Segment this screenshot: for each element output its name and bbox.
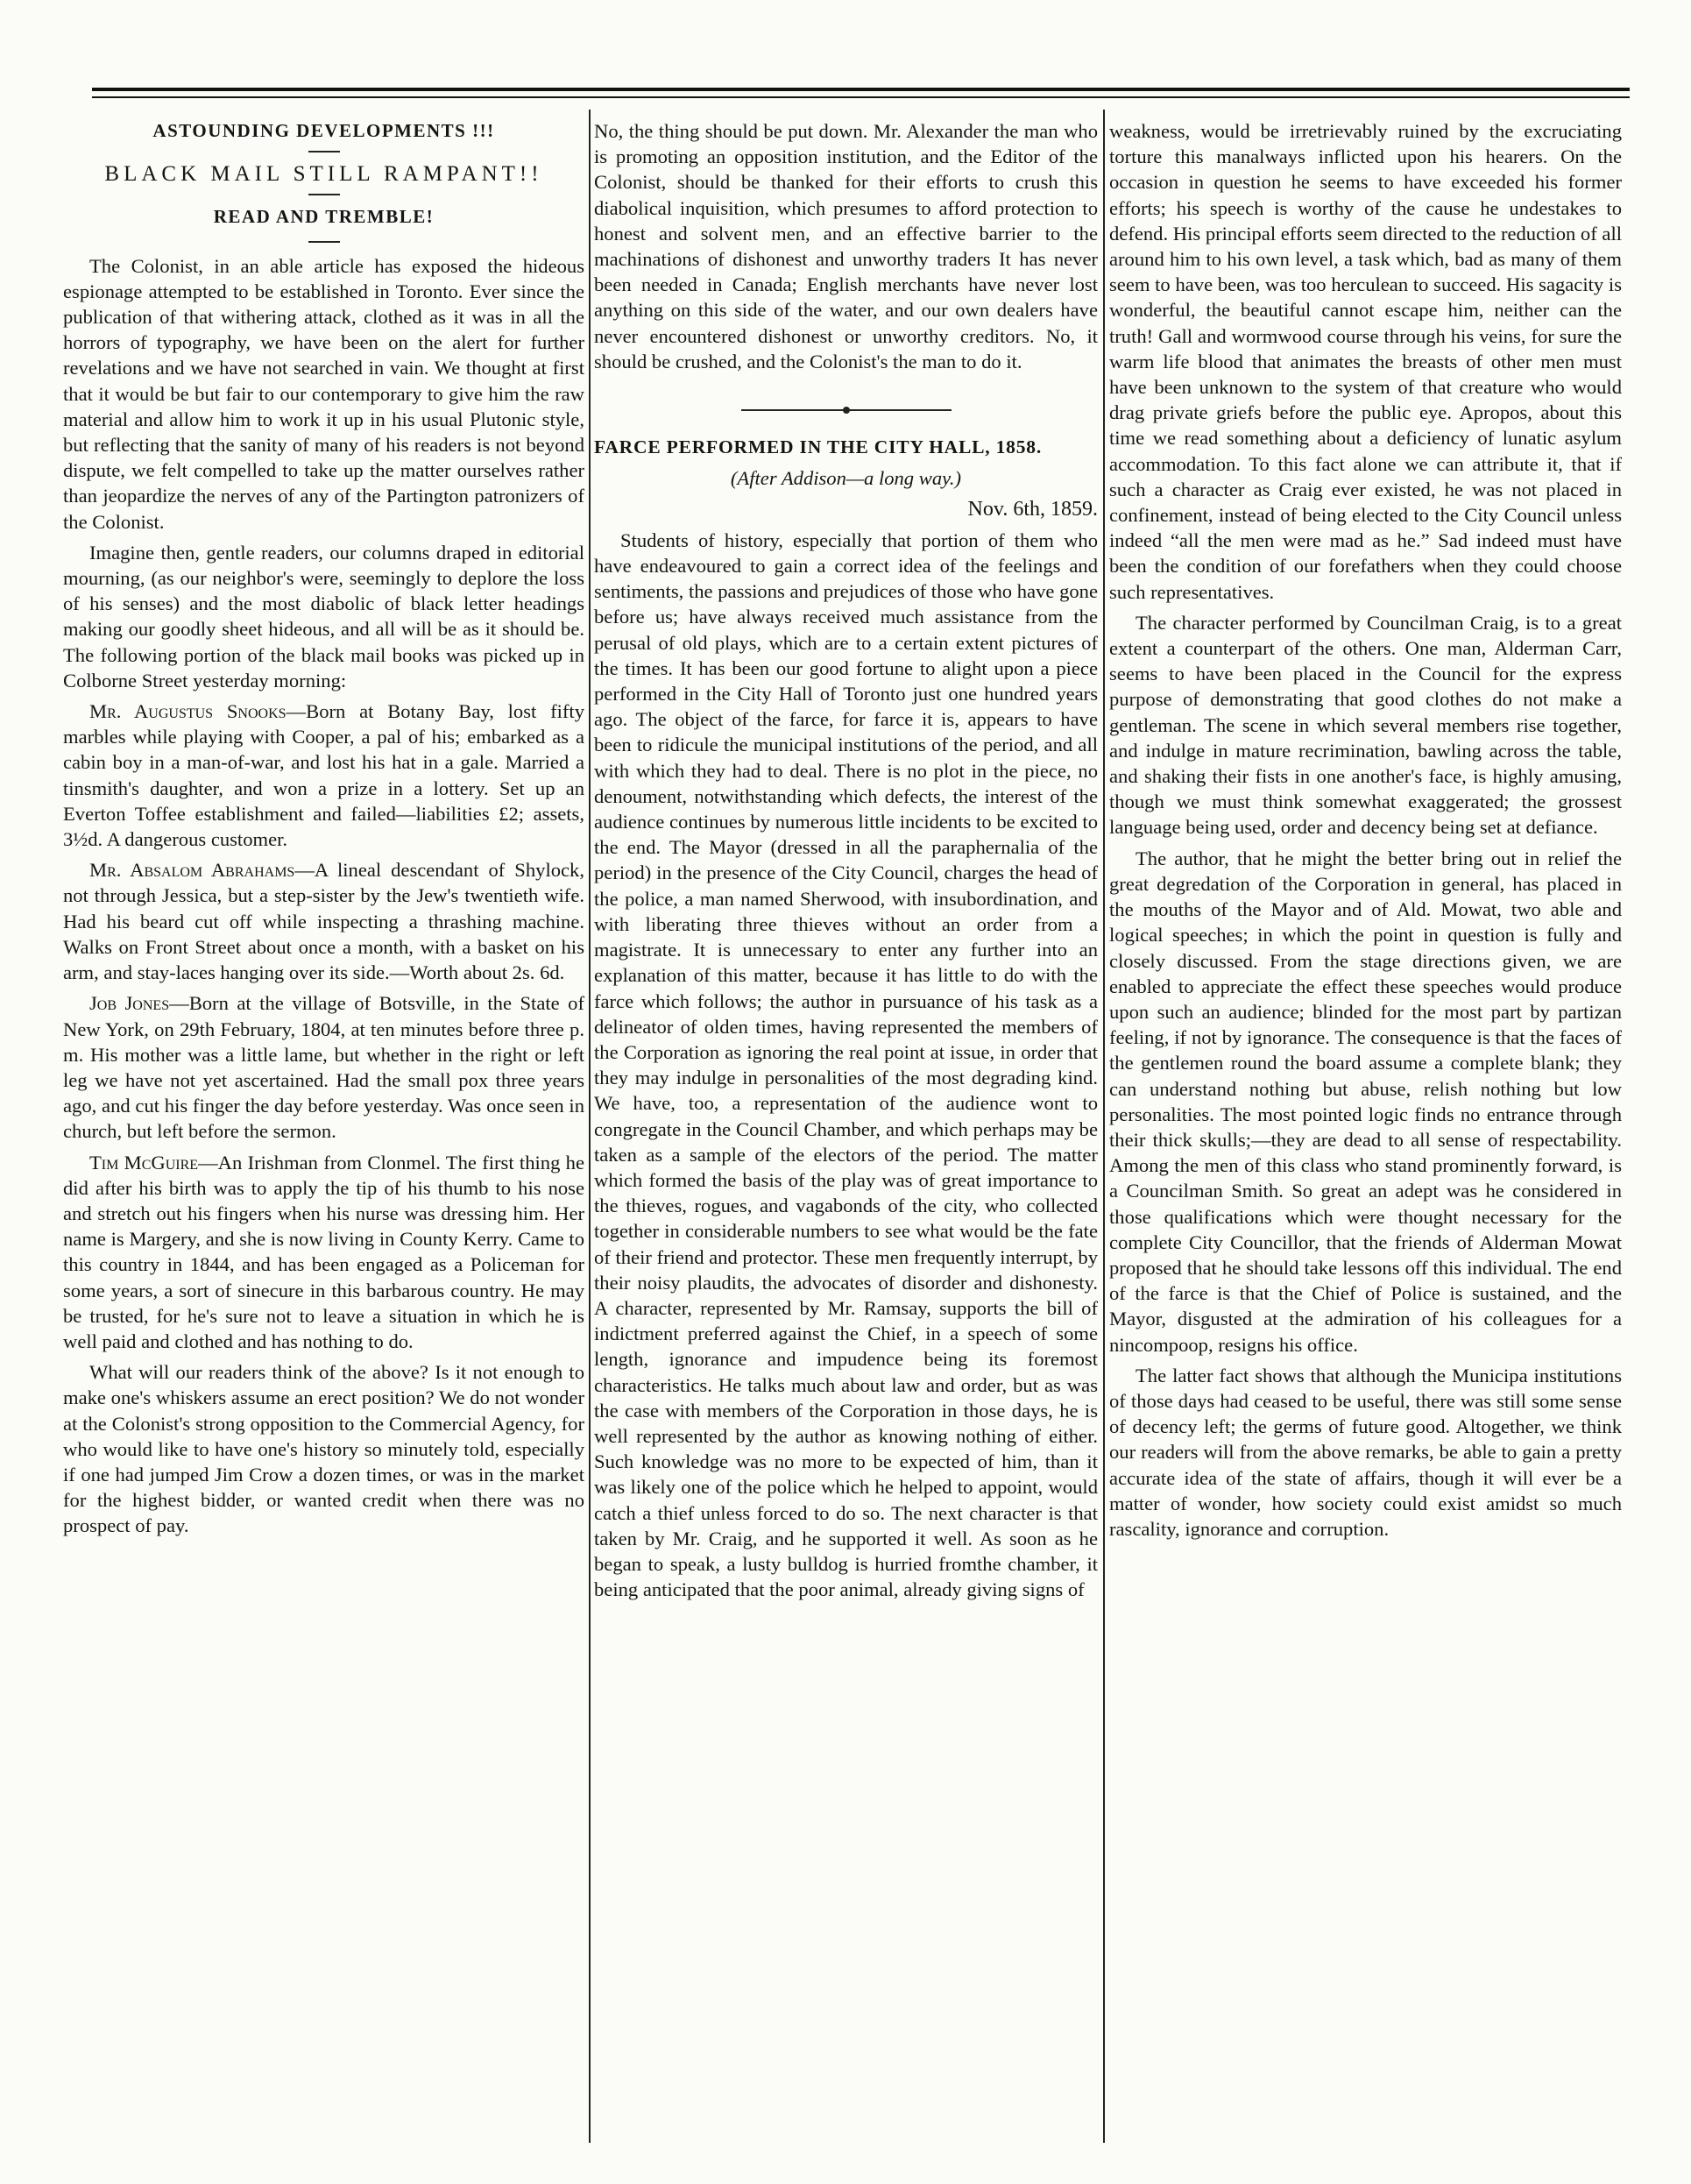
- top-rule-thick: [92, 88, 1630, 91]
- entry-name: Mr. Absalom Abrahams: [89, 859, 295, 882]
- entry-name: Job Jones: [89, 992, 170, 1015]
- headline-rule: [308, 194, 340, 195]
- entry-augustus-snooks: [63, 698, 584, 852]
- farce-title: FARCE PERFORMED IN THE CITY HALL, 1858.: [594, 436, 1043, 458]
- column-divider-1: [589, 110, 591, 2143]
- column-2: [594, 118, 1098, 1607]
- column-3: [1109, 118, 1622, 1547]
- headline-astounding: ASTOUNDING DEVELOPMENTS !!!: [152, 120, 495, 141]
- entry-absalom-abrahams: [63, 857, 584, 985]
- entry-text: —Born at the village of Botsville, in the State of New York, on 29th February, 1804, at ten minutes before three p. m. His mother was a little lame, but whether in the right or left leg we have not yet ascertained. Had the small pox three years ago, and cut his finger the day before yesterday. Was once seen in church, but left before the sermon.: [63, 992, 584, 1143]
- column-divider-2: [1103, 110, 1105, 2143]
- section-ornament: [594, 395, 1098, 421]
- paragraph-latter-fact: The latter fact shows that although the Municipa institutions of those days had ceased to be useful, there was still some sense of decency left; the germs of future good. Altogether, we think our readers will from the above remarks, be able to gain a pretty accurate idea of the state of affairs, though it will ever be a matter of wonder, how society could exist amidst so much rascality, ignorance and corruption.: [1109, 1364, 1622, 1540]
- paragraph-councilman-craig: The character performed by Councilman Craig, is to a great extent a counterpart of the others. One man, Alderman Carr, seems to have been placed in the Council for the express purpose of demonstrating that good clothes do not make a gentleman. The scene in which several members rise together, and indulge in mature recrimination, bawling across the table, and shaking their fists in one another's face, is highly amusing, though we must think somewhat exaggerated; the grossest language being used, order and decency being set at defiance.: [1109, 611, 1622, 839]
- column-1: [63, 118, 584, 1544]
- paragraph-what-will-readers-think: What will our readers think of the above? Is it not enough to make one's whiskers assume an erect position? We do not wonder at the Colonist's strong opposition to the Commercial Agency, for who would like to have one's history so minutely told, especially if one had jumped Jim Crow a dozen times, or was in the market for the highest bidder, or wanted credit when there was no prospect of pay.: [63, 1361, 584, 1537]
- entry-text: —An Irishman from Clonmel. The first thing he did after his birth was to apply the tip of his thumb to his nose and stretch out his fingers when his nurse was dressing him. Her name is Margery, and she is now living in County Kerry. Came to this country in 1844, and has been engaged as a Policeman for some years, a sort of sinecure in this barbarous country. He may be trusted, for he's sure not to leave a situation in which he is well paid and clothed and has nothing to do.: [63, 1151, 584, 1352]
- paragraph-the-author: The author, that he might the better bring out in relief the great degredation of the Corporation in general, has placed in the mouths of the Mayor and of Ald. Mowat, two able and logical speeches; in which the point in question is fully and closely discussed. From the stage directions given, we are enabled to appreciate the effect these speeches would produce upon such an audience; blinded for the most part by partizan feeling, if not by ignorance. The consequence is that the faces of the gentlemen round the board assume a complete blank; they can understand nothing but abuse, relish nothing but low personalities. The most pointed logic finds no entrance through their thick skulls;—they are dead to all sense of respectability. Among the men of this class who stand prominently forward, is a Councilman Smith. So great an adept was he considered in those qualifications which were thought necessary for the complete City Councillor, that the friends of Alderman Mowat proposed that he should take lessons off this individual. The end of the farce is that the Chief of Police is sustained, and the Mayor, disgusted at the admiration of his colleagues for a nincompoop, resigns his office.: [1109, 847, 1622, 1356]
- entry-job-jones: [63, 990, 584, 1144]
- paragraph-imagine: Imagine then, gentle readers, our columns draped in editorial mourning, (as our neighbor's were, seemingly to deplore the loss of his senses) and the most diabolic of black letter headings making our goodly sheet hideous, and all will be as it should be. The following portion of the black mail books was picked up in Colborne Street yesterday morning:: [63, 541, 584, 691]
- headline-rule: [308, 151, 340, 152]
- paragraph-students-of-history: Students of history, especially that portion of them who have endeavoured to gain a correct idea of the feelings and sentiments, the passions and prejudices of those who have gone before us; have always received much assistance from the perusal of old plays, which are to a certain extent pictures of the times. It has been our good fortune to alight upon a piece performed in the City Hall of Toronto just one hundred years ago. The object of the farce, for farce it is, appears to have been to ridicule the municipal institutions of the period, and all with which they had to deal. There is no plot in the piece, no denoument, notwithstanding which defects, the interest of the audience continues by numerous little incidents to be excited to the end. The Mayor (dressed in all the paraphernalia of the period) in the presence of the City Council, charges the head of the police, a man named Sherwood, with insubordination, and with liberating three thieves without an order from a magistrate. It is unnecessary to enter any further into an explanation of this matter, because it has little to do with the farce which follows; the author in pursuance of his task as a delineator of olden times, having represented the members of the Corporation as ignoring the real point at issue, in order that they may indulge in personalities of the most degrading kind. We have, too, a representation of the audience wont to congregate in the Council Chamber, and which perhaps may be taken as a sample of the electors of the period. The matter which formed the basis of the play was of great importance to the thieves, rogues, and vagabonds of the city, who collected together in considerable numbers to see what would be the fate of their friend and protector. These men frequently interrupt, by their noisy plaudits, the advocates of disorder and dishonesty. A character, represented by Mr. Ramsay, supports the bill of indictment preferred against the Chief, in a speech of some length, ignorance and impudence being its foremost characteristics. He talks much about law and order, but as was the case with members of the Corporation in those days, he is well represented by the author as knowing nothing of either. Such knowledge was no more to be expected of him, than it was likely one of the police which he helped to appoint, would catch a thief unless forced to do so. The next character is that taken by Mr. Craig, and he supported it well. As soon as he began to speak, a lusty bulldog is hurried fromthe chamber, it being anticipated that the poor animal, already giving signs of: [594, 528, 1098, 1601]
- entry-name: Mr. Augustus Snooks: [89, 700, 287, 723]
- paragraph-colonist-article: The Colonist, in an able article has exposed the hideous espionage attempted to be established in Toronto. Ever since the publication of that withering attack, clothed as it was in all the horrors of typography, we have been on the alert for further revelations and we have not searched in vain. We thought at first that it would be but fair to our contemporary to give him the raw material and allow him to work it up in his usual Plutonic style, but reflecting that the sanity of many of his readers is not beyond dispute, we felt compelled to take up the matter ourselves rather than jeopardize the nerves of any of the Partington patronizers of the Colonist.: [63, 254, 584, 533]
- headline-black-mail: BLACK MAIL STILL RAMPANT!!: [104, 162, 543, 187]
- top-rule-thin: [92, 96, 1630, 98]
- farce-date: Nov. 6th, 1859.: [967, 497, 1098, 521]
- farce-subtitle: (After Addison—a long way.): [730, 467, 962, 490]
- paragraph-weakness: weakness, would be irretrievably ruined by the excruciating torture this manalways inflicted upon his hearers. On the occasion in question he seems to have exceeded his former efforts; his speech is worthy of the cause he undestakes to defend. His principal efforts seem directed to the reduction of all around him to his own level, a task which, bad as many of them seem to have been, was too herculean to succeed. His sagacity is wonderful, the beautiful cannot escape him, neither can the truth! Gall and wormwood course through his veins, for sure the warm life blood that animates the breasts of other men must have been unknown to the system of that creature who would drag private griefs before the public eye. Apropos, about this time we read something about a deficiency of lunatic asylum accommodation. To this fact alone we can attribute it, that if such a character as Craig ever existed, he was not placed in confinement, instead of being elected to the City Council unless indeed “all the men were mad as he.” Sad indeed must have been the condition of our forefathers when they could choose such representatives.: [1109, 120, 1622, 603]
- entry-text: —A lineal descendant of Shylock, not through Jessica, but a step-sister by the Jew's twentieth wife. Had his beard cut off while inspecting a thrashing machine. Walks on Front Street about once a month, with a basket on his arm, and stay-laces hanging over its side.—Worth about 2s. 6d.: [63, 859, 584, 984]
- entry-name: Tim McGuire: [89, 1151, 199, 1174]
- paragraph-should-be-put-down: No, the thing should be put down. Mr. Alexander the man who is promoting an opposition institution, and the Editor of the Colonist, should be thanked for their efforts to crush this diabolical inquisition, which presumes to afford protection to honest and solvent men, and an effective barrier to the machinations of dishonest and unworthy traders It has never been needed in Canada; English merchants have never lost anything on this side of the water, and our own dealers have never encountered dishonest or unworthy creditors. No, it should be crushed, and the Colonist's the man to do it.: [594, 120, 1098, 372]
- headline-read-and-tremble: READ AND TREMBLE!: [213, 206, 435, 228]
- entry-tim-mcguire: [63, 1150, 584, 1355]
- entry-text: —Born at Botany Bay, lost fifty marbles while playing with Cooper, a pal of his; embarked as a cabin boy in a man-of-war, and lost his hat in a gale. Married a tinsmith's daughter, and won a prize in a lottery. Set up an Everton Toffee establishment and failed—liabilities £2; assets, 3½d. A dangerous customer.: [63, 700, 584, 851]
- headline-rule: [308, 241, 340, 243]
